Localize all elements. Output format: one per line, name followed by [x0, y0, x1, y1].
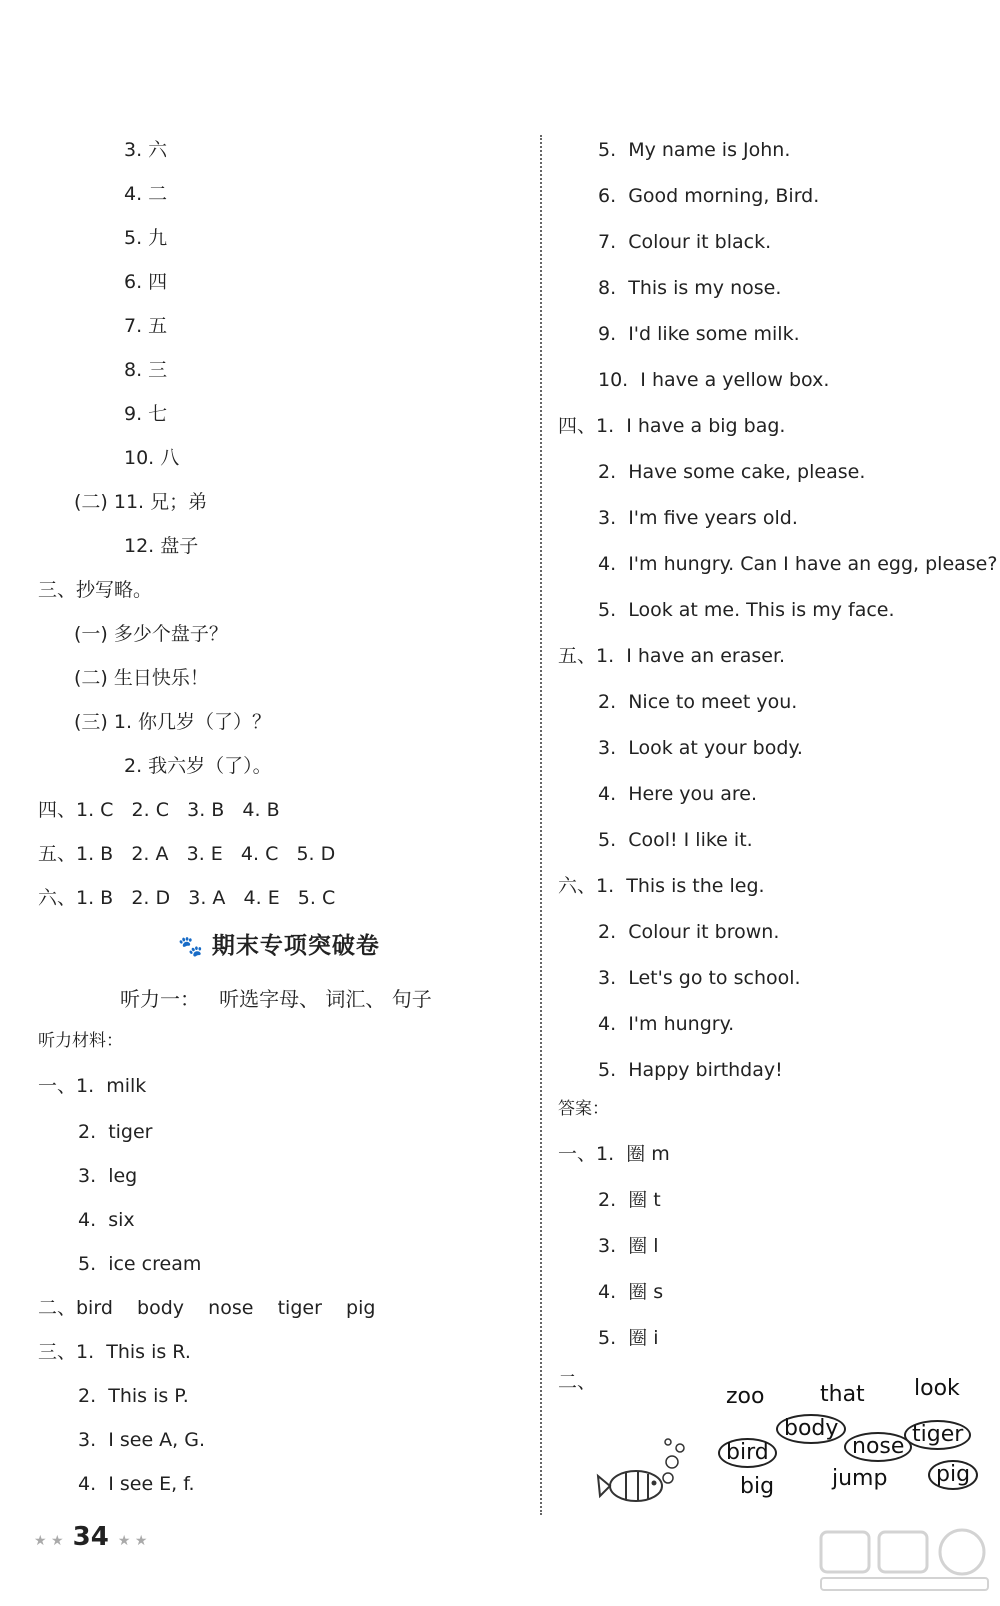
listening-line: 2. This is P. — [78, 1385, 189, 1407]
word-option: look — [914, 1376, 960, 1401]
star-icon: ★ ★ — [117, 1533, 148, 1549]
paw-icon: 🐾 — [178, 934, 204, 958]
answer-line: 4. Here you are. — [598, 783, 758, 805]
watermark-icon — [817, 1526, 992, 1596]
answer-line: 4. 二 — [124, 183, 168, 205]
listening-line: 3. leg — [78, 1165, 138, 1187]
answer-line: 2. Nice to meet you. — [598, 691, 798, 713]
answer-line: 12. 盘子 — [124, 535, 199, 557]
answer-line: 五、1. B 2. A 3. E 4. C 5. D — [38, 843, 336, 865]
answer-line: 4. 圈 s — [598, 1281, 664, 1303]
answer-line: 4. I'm hungry. — [598, 1013, 735, 1035]
answer-line: (二) 11. 兄；弟 — [74, 491, 208, 513]
answer-line: (三) 1. 你几岁（了）？ — [74, 711, 272, 733]
answer-line: 5. 九 — [124, 227, 168, 249]
section-title: 🐾 期末专项突破卷 — [178, 933, 380, 959]
answer-line: 6. Good morning, Bird. — [598, 185, 820, 207]
answer-line: 4. I'm hungry. Can I have an egg, please? — [598, 553, 998, 575]
circled-word: tiger — [904, 1420, 971, 1450]
answer-line: (一) 多少个盘子？ — [74, 623, 228, 645]
answer-line: 9. I'd like some milk. — [598, 323, 800, 345]
answer-line: 2. 我六岁（了）。 — [124, 755, 272, 777]
fish-icon — [596, 1438, 706, 1508]
answer-line: 2. Have some cake, please. — [598, 461, 866, 483]
answer-line: 2. 圈 t — [598, 1189, 661, 1211]
listening-line: 2. tiger — [78, 1121, 153, 1143]
circled-word: pig — [928, 1460, 978, 1490]
listening-line: 二、bird body nose tiger pig — [38, 1297, 376, 1319]
answer-line: 7. Colour it black. — [598, 231, 772, 253]
answer-line: 5. 圈 i — [598, 1327, 659, 1349]
answer-line: 5. Look at me. This is my face. — [598, 599, 895, 621]
answer-line: 3. I'm five years old. — [598, 507, 798, 529]
answer-line: 一、1. 圈 m — [558, 1143, 670, 1165]
listening-line: 3. I see A, G. — [78, 1429, 206, 1451]
circled-word: body — [776, 1414, 846, 1444]
circled-word: bird — [718, 1438, 777, 1468]
answer-line: 9. 七 — [124, 403, 168, 425]
answer-line: 三、抄写略。 — [38, 579, 153, 601]
exercise-two-label: 二、 — [558, 1371, 597, 1393]
star-icon: ★ ★ — [34, 1533, 64, 1549]
answer-line: 8. This is my nose. — [598, 277, 782, 299]
word-option: big — [740, 1474, 775, 1499]
answer-line: 7. 五 — [124, 315, 168, 337]
circled-word: nose — [844, 1432, 912, 1462]
answer-line: 5. Happy birthday! — [598, 1059, 783, 1081]
listening-line: 5. ice cream — [78, 1253, 202, 1275]
listening-line: 4. six — [78, 1209, 135, 1231]
listening-line: 一、1. milk — [38, 1075, 147, 1097]
section-subtitle: 听力一： 听选字母、 词汇、 句子 — [120, 987, 432, 1011]
answer-line: 6. 四 — [124, 271, 168, 293]
answer-line: 四、1. I have a big bag. — [558, 415, 786, 437]
answer-line: 5. My name is John. — [598, 139, 791, 161]
answer-line: (二) 生日快乐！ — [74, 667, 209, 689]
answer-label: 答案： — [558, 1099, 609, 1119]
word-option: jump — [832, 1466, 888, 1491]
listening-line: 4. I see E, f. — [78, 1473, 195, 1495]
answer-line: 5. Cool! I like it. — [598, 829, 753, 851]
answer-line: 3. Let's go to school. — [598, 967, 801, 989]
answer-line: 六、1. B 2. D 3. A 4. E 5. C — [38, 887, 336, 909]
answer-line: 8. 三 — [124, 359, 168, 381]
listening-material-label: 听力材料： — [38, 1031, 123, 1051]
column-divider — [540, 135, 542, 1515]
answer-line: 四、1. C 2. C 3. B 4. B — [38, 799, 280, 821]
answer-line: 10. I have a yellow box. — [598, 369, 830, 391]
answer-line: 3. 六 — [124, 139, 168, 161]
page-number: ★ ★ 34 ★ ★ — [34, 1522, 148, 1552]
listening-line: 三、1. This is R. — [38, 1341, 191, 1363]
answer-line: 2. Colour it brown. — [598, 921, 780, 943]
word-option: that — [820, 1382, 865, 1407]
word-option: zoo — [726, 1384, 765, 1409]
answer-line: 3. 圈 l — [598, 1235, 659, 1257]
answer-line: 10. 八 — [124, 447, 180, 469]
answer-line: 五、1. I have an eraser. — [558, 645, 786, 667]
answer-line: 3. Look at your body. — [598, 737, 803, 759]
answer-line: 六、1. This is the leg. — [558, 875, 765, 897]
